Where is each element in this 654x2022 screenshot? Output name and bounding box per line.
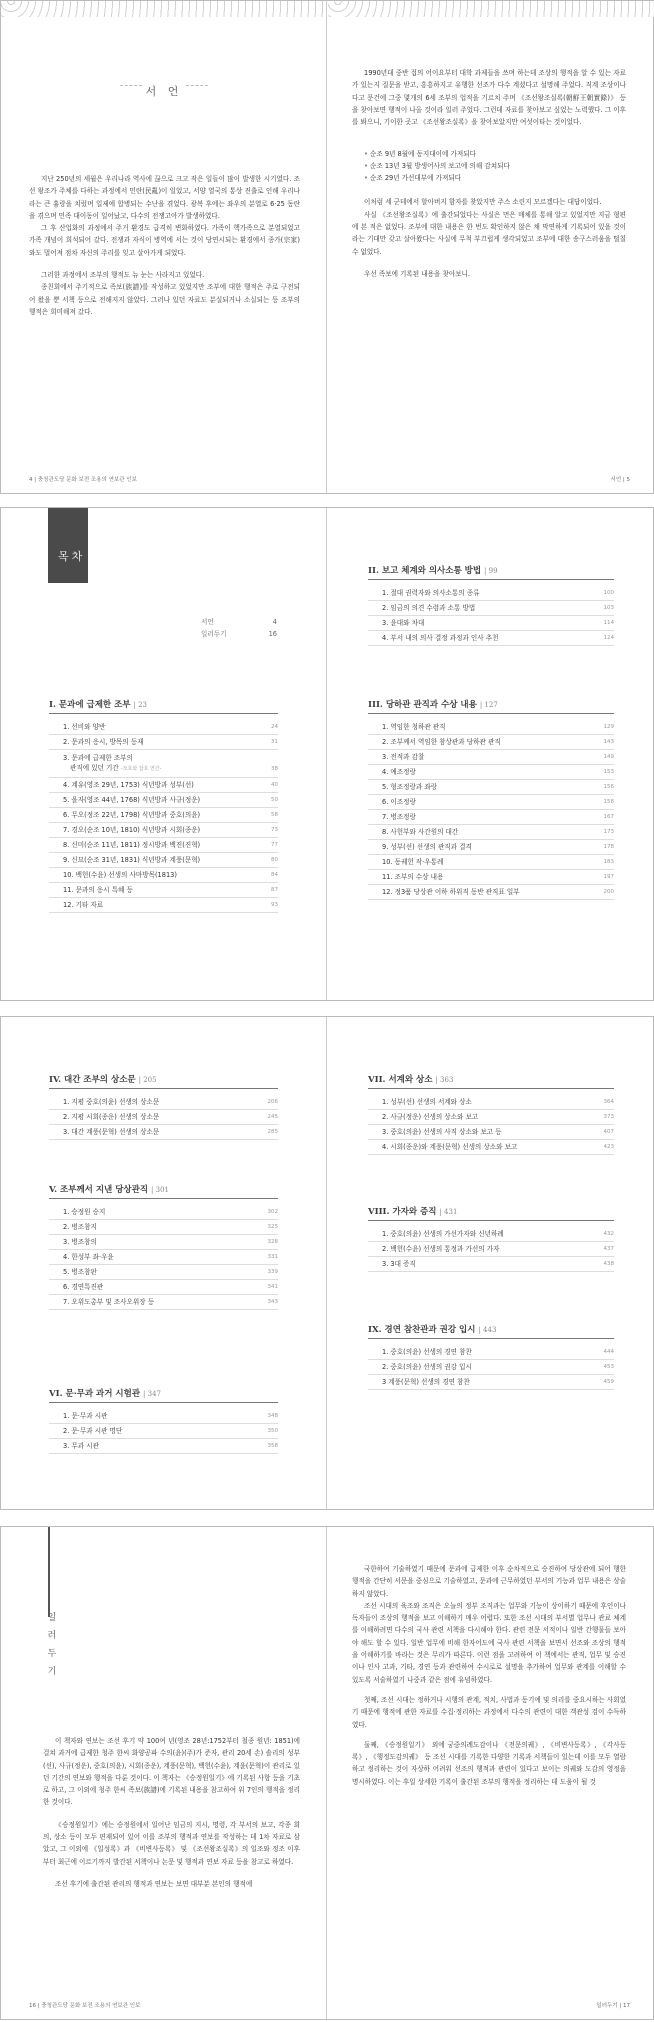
toc-item[interactable]: 5. 병조참판 339	[49, 1265, 278, 1280]
toc-item[interactable]: 1. 문·무과 시관 348	[49, 1409, 278, 1424]
toc-item[interactable]: 6. 경연특진관 341	[49, 1280, 278, 1295]
preface-right-page	[328, 1, 654, 493]
toc-item[interactable]: 9. 신묘(순조 31년, 1831) 식년방과 계풍(문혁) 80	[49, 853, 278, 868]
toc-item[interactable]: 10. 백헌(수윤) 선생의 사마방목(1813) 84	[49, 868, 278, 883]
spread-toc-2	[0, 1016, 654, 1510]
toc-right-page-2	[328, 1017, 654, 1509]
preface-paragraph: 그러한 과정에서 조부의 행적도 뉴 눈는 사라지고 있었다.	[41, 271, 205, 280]
vertical-bar	[48, 1527, 50, 1617]
toc-list-section-8	[368, 1227, 614, 1272]
notes-paragraph: 이 책자와 연보는 조선 후기 약 100여 년(영조 28년:1752부터 철종 원년: 1851)에 걸쳐 과거에 급제한 청주 한씨 화양공파 수의(윤)(주)가 준자, 관리 20세 손) 솔리의 성부(선), 사규(정운), 중호(의윤), 시회(종운), 계풍(문혁), 백헌(수윤), 계윤(문혁)이 관리로 있던 기간의 연보와 행적을 다룬 것이다. 이 책자는 《승정원일기》에 기록된 사항 등을 기초로 하고, 그 이외에 청주 한씨 족보(族譜)에 기록된 내용을 참고하여 위 7인의 행적을 정리한 것이다.	[43, 1737, 300, 1807]
notes-paragraph: 《승정원일기》에는 승정원에서 일어난 임금의 지시, 명령, 각 부서의 보고, 각종 회의, 상소 등이 모두 편재되어 있어 이를 조부의 행적과 연보를 작성하는 데 1차 자료로 삼았고, 그 이외에 《일성록》과 《비변사등록》 및 《조선왕조실록》의 일조와 정조 이후부터 최근에 이르기까지 발간된 서책이나 논문 및 행적과 연보 자료 등을 참고로 하였다.	[43, 1820, 300, 1866]
toc-item[interactable]: 3. 전적과 감찰 149	[368, 750, 614, 765]
toc-item[interactable]: 2. 백헌(수윤) 선생의 통정과 가선의 가자 437	[368, 1242, 614, 1257]
toc-item[interactable]: 2. 문과의 응시, 방목의 등재 31	[49, 735, 278, 750]
notes-paragraph: 첫째, 조선 시대는 정하거나 시행의 관계, 적치, 사법과 동기에 및 의리를 중요시하는 사회였기 때문에 행적에 관한 자료를 수집·정리하는 과정에서 다수의 관련이 대한 객관성 검이 수득하였다.	[352, 1695, 626, 1729]
toc-section-heading[interactable]: VI. 문·무과 과거 시험관 | 347	[49, 1389, 161, 1399]
toc-item[interactable]: 6. 무오(정조 22년, 1798) 식년방과 중호(의윤) 58	[49, 808, 278, 823]
section-divider	[368, 579, 614, 580]
toc-section-heading[interactable]: II. 보고 체계와 의사소통 방법 | 99	[368, 566, 498, 576]
toc-list-section-4	[49, 1095, 278, 1140]
toc-item[interactable]: 9. 성부(선) 선생의 관직과 결격 178	[368, 840, 614, 855]
preface-paragraph: 우선 족보에 기록된 내용을 찾아보니.	[364, 269, 471, 278]
preface-paragraph: 종친회에서 주기적으로 족보(族譜)를 작성하고 있었지만 조부에 대한 행적은 주로 구전되어 왔을 뿐 서책 등으로 전해지지 않았다. 그러나 있던 자료도 분실되거나 소실되는 등 조부의 행적은 희미해져 갔다.	[29, 283, 300, 316]
toc-item[interactable]: 5. 형조정랑과 좌랑 156	[368, 780, 614, 795]
toc-section-heading[interactable]: III. 당하관 관직과 수상 내용 | 127	[368, 700, 498, 710]
notes-right-page	[328, 1527, 654, 2019]
notes-body	[352, 1563, 626, 1788]
preface-title: 서 언	[1, 83, 327, 100]
toc-item[interactable]: 2. 임금의 의견 수렴과 소통 방법 103	[368, 601, 614, 616]
toc-tab: 목차	[48, 508, 88, 583]
toc-item[interactable]: 3. 윤대와 차대 114	[368, 616, 614, 631]
toc-item[interactable]: 1. 역임한 청하관 관직 129	[368, 720, 614, 735]
toc-item[interactable]: 4. 계유(영조 29년, 1753) 식년방과 성부(선) 40	[49, 778, 278, 793]
notes-paragraph: 국한하여 기술하였기 때문에 문과에 급제한 이후 순차적으로 승진하여 당상관에 되어 행한 행적을 간단히 서문을 중심으로 기술하였고, 문과에 근무하였던 부서의 기능과 업무 내용은 상술하지 않았다.	[352, 1565, 626, 1598]
section-divider	[49, 1402, 278, 1403]
toc-item[interactable]: 3 계풍(문혁) 선생의 경연 참찬 459	[368, 1375, 614, 1390]
toc-list-section-7	[368, 1095, 614, 1155]
toc-item[interactable]: 3. 병조참의 328	[49, 1235, 278, 1250]
toc-item[interactable]: 1. 절대 권력자와 의사소통의 종류 100	[368, 586, 614, 601]
section-divider	[368, 1088, 614, 1089]
preface-paragraph: 1990년대 중반 접의 어이요부터 대학 과제들을 쓰며 하는데 조상의 행적을 알 수 있는 자료가 있는지 질문을 받고, 흥흥하지고 유행한 선조가 다수 계셨다고 설명해 주었다. 직계 조상이나다고 문건에 그중 몇개의 6세 조부의 업적을 기르치 주며 《조선왕조실록(朝鮮王朝實錄)》 등을 찾아보면 행적이 나올 것이라 일러 주었다. 그런데 자료를 찾아보고 싶었는 노력했다. 그 이후를 봐으니, 기이한 곳고 《조선왕조실록》을 찾아보았지만 여섯이타는 것이었다.	[352, 69, 626, 127]
toc-list-section-3	[368, 720, 614, 900]
notes-body	[43, 1735, 300, 1890]
toc-item[interactable]: 8. 사헌부와 사간원의 대간 173	[368, 825, 614, 840]
toc-item[interactable]: 1. 중호(의윤) 선생의 가선가자와 신년하례 432	[368, 1227, 614, 1242]
wave-pattern	[1, 1, 326, 17]
toc-section-heading[interactable]: VIII. 가자와 증직 | 431	[368, 1207, 458, 1217]
toc-item[interactable]: 2. 중호(의윤) 선생의 권강 입시 453	[368, 1360, 614, 1375]
toc-list-section-6	[49, 1409, 278, 1454]
spread-notes	[0, 1526, 654, 2020]
notes-vertical-title: 일러두기	[47, 1613, 57, 1677]
section-divider	[49, 1088, 278, 1089]
preface-paragraph: 지난 250년의 세월은 우리나라 역사에 끊으로 크고 작은 일들이 많이 발생한 시기였다. 조선 왕조가 주체를 다하는 과정에서 민란(民亂)이 일었고, 서양 열국의 통상 진출로 인해 우리나라는 큰 흉랑을 치렀며 일제에 합병되는 수난을 겪었다. 광복 후에는 좌우의 분열로 6·25 동란을 겪으며 민족 대이동이 일어났고, 다수의 전쟁고아가 발생하였다.	[29, 175, 300, 220]
section-divider	[368, 1220, 614, 1221]
notes-left-page	[1, 1527, 327, 2019]
toc-item[interactable]: 1. 성부(선) 선생의 서계와 상소 364	[368, 1095, 614, 1110]
toc-item[interactable]: 6. 이조정랑 158	[368, 795, 614, 810]
toc-list-section-5	[49, 1205, 278, 1310]
page-footer: 16 | 충청관도당 문화 보전 조용의 연보관 인보	[29, 2003, 141, 2009]
toc-item[interactable]: 4. 시회(종운)와 계풍(문혁) 선생의 상소와 보고 423	[368, 1140, 614, 1155]
preface-left-page	[1, 1, 327, 493]
toc-left-page	[1, 508, 327, 1000]
toc-item[interactable]: 7. 병조정랑 167	[368, 810, 614, 825]
toc-item[interactable]: 5. 을자(영조 44년, 1768) 식년방과 사규(정운) 50	[49, 793, 278, 808]
toc-item[interactable]: 8. 신미(순조 11년, 1811) 정시방과 백진(진혁) 77	[49, 838, 278, 853]
notes-paragraph: 조선 후기에 출간된 관리의 행적과 연보는 보면 대부분 본인의 행적에	[55, 1879, 253, 1888]
toc-item[interactable]: 2. 병조참지 325	[49, 1220, 278, 1235]
bullet-item: • 순조 13년 3월 방생어사의 보고에 의해 감쳐되다	[364, 160, 626, 172]
toc-item[interactable]: 11. 조부의 수상 내용 197	[368, 870, 614, 885]
toc-item[interactable]: 7. 오위도총부 및 조사오위장 등 343	[49, 1295, 278, 1310]
spread-toc-1	[0, 507, 654, 1001]
toc-section-heading[interactable]: VII. 서계와 상소 | 363	[368, 1075, 454, 1085]
toc-item[interactable]: 1. 승정원 승지 302	[49, 1205, 278, 1220]
toc-item[interactable]: 4. 예조정랑 153	[368, 765, 614, 780]
toc-item[interactable]: 11. 문과의 응시 특혜 등 87	[49, 883, 278, 898]
toc-item[interactable]: 1. 지평 중호(의윤) 선생의 상소문 206	[49, 1095, 278, 1110]
wave-pattern	[328, 1, 654, 17]
notes-paragraph: 조선 시대의 육조와 조직은 오늘의 정부 조직과는 업무와 기능이 상이하기 때문에 후인이나 독자들이 조상의 행적을 보고 이해하기 매우 어렵다. 또한 조선 시대의 부서별 업무나 관료 체계를 이해하려면 다수의 국사 관련 서책을 다시해야 한다. 관련 전문 서적이나 일반 간행물들 보아야 해도 할 수 있다. 일반 업무에 비해 한자어도에 국사 관련 서책을 보면서 선조와 조상의 행적을 이해하기를 바라는 것은 무리가 따른다. 이런 점을 고려하여 이 책에서는 관직, 업무 및 승진이나 인사 고과, 기타, 경연 등과 관련하여 수시로로 설명을 추가하여 업무와 관계를 이해할 수 있도록 서술하였기 나중과 같은 점에 유념하였다.	[352, 1601, 626, 1684]
section-divider	[49, 713, 278, 714]
section-divider	[368, 713, 614, 714]
page-footer: 4 | 충청관도당 문화 보전 조용의 연보관 인보	[29, 477, 137, 483]
toc-section-heading[interactable]: I. 문과에 급제한 조부 | 23	[49, 700, 147, 710]
toc-item[interactable]: 4. 부서 내의 의사 결정 과정과 인사 추천 124	[368, 631, 614, 646]
toc-list-section-9	[368, 1345, 614, 1390]
toc-item[interactable]: 3. 3대 증직 438	[368, 1257, 614, 1272]
toc-item[interactable]: 12. 기타 자료 93	[49, 898, 278, 913]
preface-paragraph: 사실 《조선왕조실록》에 출간되었다는 사실은 먼은 매체를 통해 알고 있었지만 지금 형편에 본 적은 없었다. 조부에 대한 내용은 한 번도 확인하지 않은 채 막연하게 기록되어 있을 것이라는 기대만 갖고 살아왔다는 사실에 무척 부끄럽게 생각되었고 조부에 대한 송구스러움을 떨칠 수 없었다.	[352, 210, 626, 256]
toc-list-section-2	[368, 586, 614, 646]
toc-item[interactable]: 7. 경오(순조 10년, 1810) 식년방과 시회(종운) 73	[49, 823, 278, 838]
notes-paragraph: 둘째, 《승정원일기》 외에 궁중의례도감이나 《전문의궤》, 《비변사등록》, 《각사등록》, 《행정도감의궤》 등 조선 시대를 기록한 다양한 기록과 서책들이 있는데 이를 모두 열람하고 정리하는 것이 자상하 어려워 선조의 행적과 관련이 있다고 보이는 의궤와 도감의 영정을 명시하였다. 이는 후일 상세한 기록이 출간된 조부의 행적을 정리하는 데 도움이 될 것	[352, 1740, 626, 1786]
preface-paragraph: 그 후 산업화의 과정에서 주거 환경도 급격히 변화하였다. 가족이 핵가족으로 분열되었고 가족 개념이 희석되어 갔다. 전쟁과 자식이 병역에 서는 것이 당연시되는 환경에서 종가(宗家)와도 멀어져 점차 자신의 주리를 잊고 살아가게 되었다.	[29, 224, 300, 257]
section-divider	[49, 1198, 278, 1199]
toc-item[interactable]: 1. 중호(의윤) 선생의 경연 참찬 444	[368, 1345, 614, 1360]
toc-item[interactable]: 4. 한성부 좌·우윤 331	[49, 1250, 278, 1265]
front-matter-list	[201, 616, 277, 640]
toc-item[interactable]: 2. 지평 시회(종운) 선생의 상소문 245	[49, 1110, 278, 1125]
preface-body	[29, 173, 300, 318]
toc-item[interactable]: 2. 조부께서 역임한 참상관과 당하관 관직 143	[368, 735, 614, 750]
toc-item[interactable]: 3. 대간 계풍(문혁) 선생의 상소문 285	[49, 1125, 278, 1140]
front-matter-item[interactable]: 서언 4	[201, 618, 277, 626]
toc-item[interactable]: 2. 문·무과 시관 명단 350	[49, 1424, 278, 1439]
toc-item[interactable]: 3. 문과에 급제한 조부의 관직에 있던 기간 -모호와 잡호 연간- 38	[49, 750, 278, 778]
toc-right-page	[328, 508, 654, 1000]
toc-item[interactable]: 2. 사규(정운) 선생의 상소와 보고 373	[368, 1110, 614, 1125]
toc-item[interactable]: 10. 동궤헌 작·우통례 183	[368, 855, 614, 870]
section-divider	[368, 1338, 614, 1339]
toc-left-page-2	[1, 1017, 327, 1509]
toc-item[interactable]: 3. 무과 시관 358	[49, 1439, 278, 1454]
toc-section-heading[interactable]: IV. 대간 조부의 상소문 | 205	[49, 1075, 157, 1085]
preface-body	[352, 67, 626, 280]
toc-section-heading[interactable]: IX. 경연 참찬관과 권강 입시 | 443	[368, 1325, 497, 1335]
page-footer: 서언 | 5	[610, 477, 630, 483]
toc-section-heading[interactable]: V. 조부께서 지낸 당상관직 | 301	[49, 1185, 169, 1195]
page-footer: 일러두기 | 17	[596, 2003, 630, 2009]
toc-list-section-1	[49, 720, 278, 913]
toc-item[interactable]: 12. 정3품 당상관 이하 하위직 동반 관직표 일부 200	[368, 885, 614, 900]
toc-item[interactable]: 3. 중호(의윤) 선생의 사직 상소와 보고 등 407	[368, 1125, 614, 1140]
spread-preface	[0, 0, 654, 494]
toc-item[interactable]: 1. 선비와 양반 24	[49, 720, 278, 735]
bullet-item: • 순조 9년 8월에 동지대이에 가져되다	[364, 148, 626, 160]
preface-paragraph: 이처럼 세 군데에서 할아버지 함자를 찾았지만 주스 소린지 모르겠다는 대답이었다.	[364, 198, 602, 207]
front-matter-item[interactable]: 일러두기 16	[201, 630, 277, 638]
bullet-item: • 순조 29년 가선대부에 가져되다	[364, 172, 626, 184]
preface-bullet-list	[364, 148, 626, 184]
